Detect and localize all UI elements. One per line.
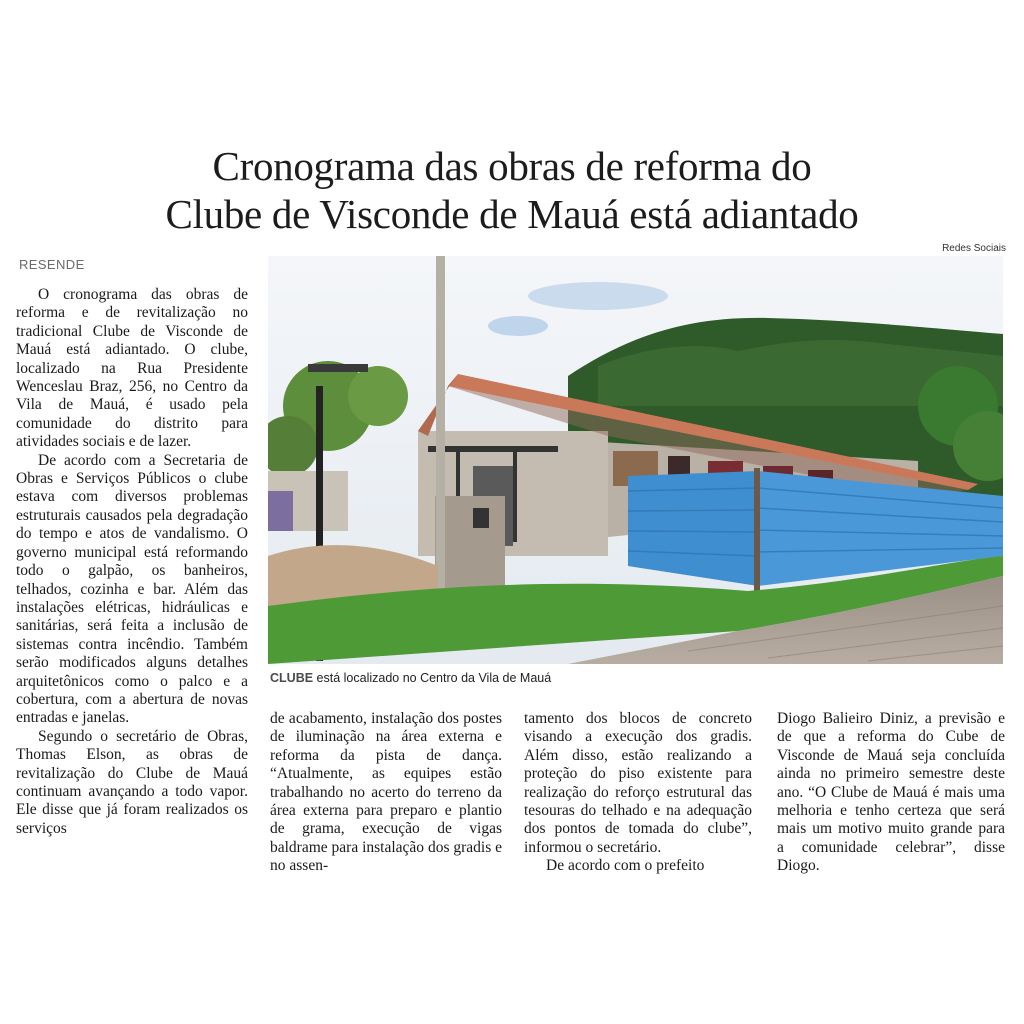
paragraph: Diogo Balieiro Diniz, a previsão e de que a reforma do Cube de Visconde de Mauá seja concluída ainda no primeiro semestre deste ano. “O Clube de Mauá é mais uma melhoria e tenho certeza que será mais um motivo muito grande para a comunidade celebrar”, disse Diogo. (777, 710, 1005, 875)
paragraph: O cronograma das obras de reforma e de revitalização no tradicional Clube de Visconde de Mauá está adiantado. O clube, localizado na Rua Presidente Wenceslau Braz, 256, no Centro da Vila de Mauá, é usado pela comunidade do distrito para atividades sociais e de lazer. (16, 286, 248, 451)
paragraph: De acordo com a Secretaria de Obras e Serviços Públicos o clube estava com diversos problemas estruturais causados pela degradação do tempo e atos de vandalismo. O governo municipal está reformando todo o galpão, os banheiros, telhados, cozinha e bar. Além das instalações elétricas, hidráulicas e sanitárias, será feita a inclusão de sistemas contra incêndio. Também serão modificados alguns detalhes arquitetônicos como o palco e a cobertura, com a abertura de novas entradas e janelas. (16, 451, 248, 727)
article-photo (268, 256, 1003, 664)
caption-text: está localizado no Centro da Vila de Mauá (313, 671, 552, 685)
photo-illustration (268, 256, 1003, 664)
article-column-3 (524, 710, 752, 876)
article-column-2 (270, 710, 502, 876)
section-label: RESENDE (19, 257, 85, 272)
caption-label: CLUBE (270, 671, 314, 685)
headline-line-1: Cronograma das obras de reforma do (212, 143, 812, 189)
paragraph: Segundo o secretário de Obras, Thomas Elson, as obras de revitalização do Clube de Mauá continuam avançando a todo vapor. Ele disse que já foram realizados os serviços (16, 727, 248, 837)
headline (0, 142, 1024, 238)
photo-caption (270, 671, 551, 685)
article-column-1 (16, 286, 248, 838)
article-column-4 (777, 710, 1005, 876)
headline-line-2: Clube de Visconde de Mauá está adiantado (165, 191, 859, 237)
paragraph: tamento dos blocos de concreto visando a execução dos gradis. Além disso, estão realizando a proteção do piso existente para realização do reforço estrutural das tesouras do telhado e na adequação dos pontos de tomada do clube”, informou o secretário. (524, 710, 752, 856)
paragraph: de acabamento, instalação dos postes de iluminação na área externa e reforma da pista de dança. “Atualmente, as equipes estão trabalhando no acerto do terreno da área externa para preparo e plantio de grama, execução de vigas baldrame para instalação dos gradis e no assen- (270, 710, 502, 875)
photo-credit: Redes Sociais (942, 243, 1006, 254)
paragraph: De acordo com o prefeito (546, 857, 705, 875)
